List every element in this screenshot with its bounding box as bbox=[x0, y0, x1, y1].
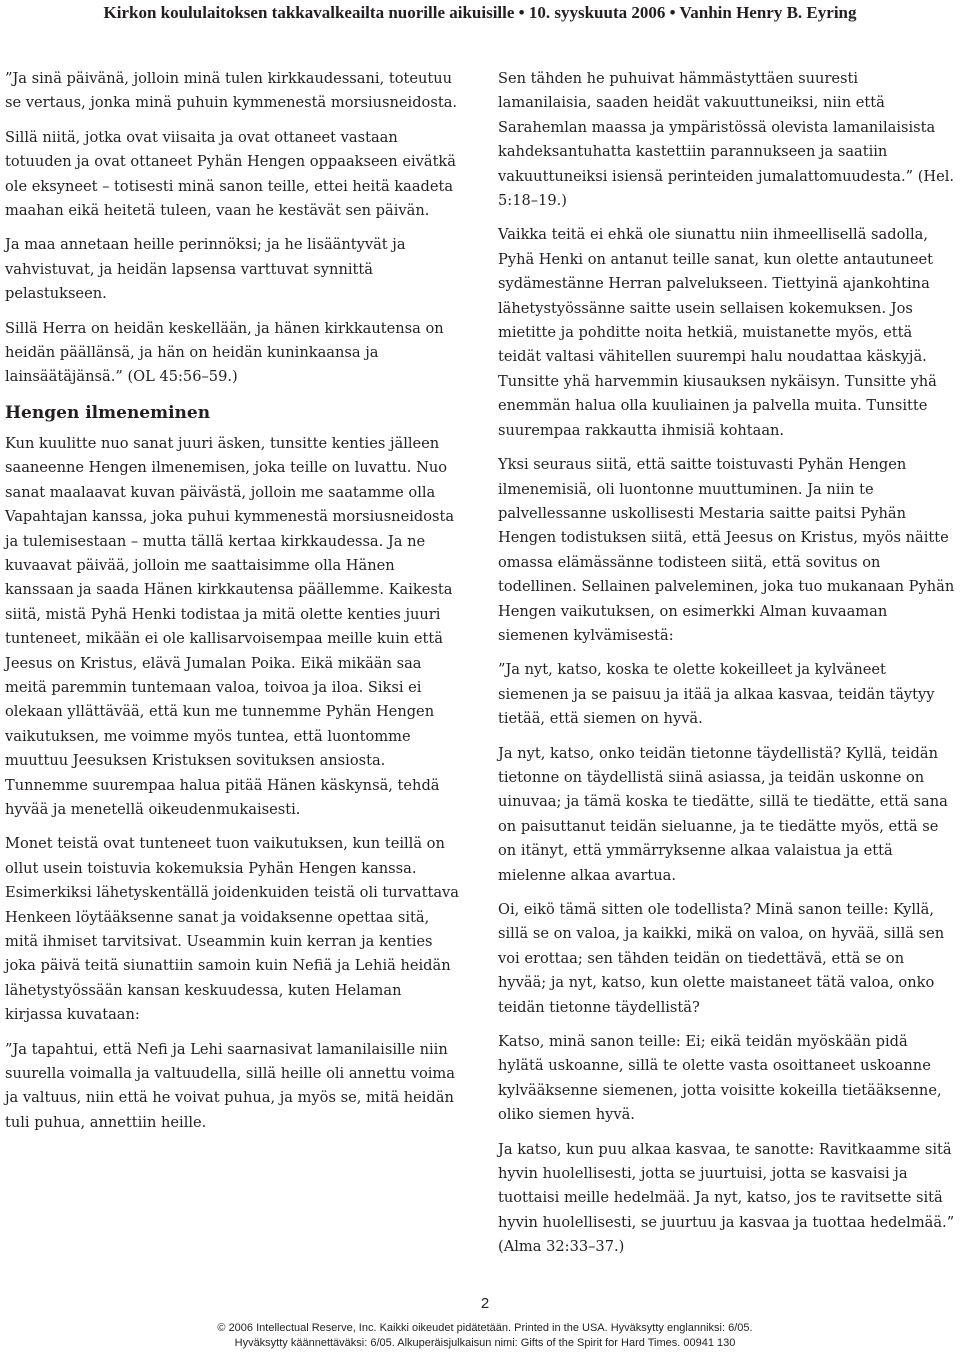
scripture-quote-paragraph: Ja nyt, katso, onko teidän tietonne täydellistä? Kyllä, teidän tietonne on täydellistä siinä asiassa, ja teidän uskonne on uinuvaa; ja tämä koska te tiedätte, sillä te tiedätte, että sana on paisuttanut teidän sieluanne, ja te tiedätte myös, että se on itänyt, että ymmärryksenne alkaa valaistua ja että mielenne alkaa avartua. bbox=[498, 744, 948, 884]
body-paragraph: Monet teistä ovat tunteneet tuon vaikutuksen, kun teillä on ollut usein toistuvia kokemuksia Pyhän Hengen kanssa. Esimerkiksi lähetyskentällä joidenkuiden teistä oli turvattava Henkeen löytääksenne sanat ja voidaksenne opettaa sitä, mitä ihmiset tarvitsivat. Useammin kuin kerran ja kenties joka päivä teitä siunattiin samoin kuin Nefiä ja Lehiä heidän lähetystyössään kansan keskuudessa, kuten Helaman kirjassa kuvataan: bbox=[5, 835, 459, 1024]
section-heading: Hengen ilmeneminen bbox=[5, 402, 211, 423]
scripture-quote-paragraph: Katso, minä sanon teille: Ei; eikä teidän myöskään pidä hylätä uskoanne, sillä te olette vasta osoittaneet uskoanne kylvääksenne siemenen, jotta voisitte kokeilla tietääksenne, oliko siemen hyvä. bbox=[498, 1033, 942, 1124]
scripture-quote-paragraph: Sillä niitä, jotka ovat viisaita ja ovat ottaneet vastaan totuuden ja ovat ottaneet Pyhän Hengen oppaakseen eivätkä ole eksyneet – totisesti minä sanon teille, ettei heitä kaadeta maahan eikä heitetä tuleen, vaan he kestävät sen päivän. bbox=[5, 128, 456, 220]
left-column bbox=[5, 67, 461, 1145]
scripture-quote-paragraph: ”Ja sinä päivänä, jolloin minä tulen kirkkaudessani, toteutuu se vertaus, jonka minä puhuin kymmenestä morsiusneidosta. bbox=[5, 70, 458, 112]
copyright-footer bbox=[160, 1321, 810, 1351]
scripture-quote-paragraph: ”Ja nyt, katso, koska te olette kokeilleet ja kylväneet siemenen ja se paisuu ja itää ja alkaa kasvaa, teidän täytyy tietää, että siemen on hyvä. bbox=[498, 661, 935, 728]
page-number: 2 bbox=[480, 1295, 490, 1312]
scripture-quote-paragraph: Sen tähden he puhuivat hämmästyttäen suuresti lamanilaisia, saaden heidät vakuuttuneiksi, niin että Sarahemlan maassa ja ympäristössä olevista lamanilaisista kahdeksantuhatta kastettiin parannukseen ja saatiin vakuuttuneiksi isiensä perinteiden jumalattomuudesta.” (Hel. 5:18–19.) bbox=[498, 70, 955, 210]
body-paragraph: Vaikka teitä ei ehkä ole siunattu niin ihmeellisellä sadolla, Pyhä Henki on antanut teille sanat, kun olette antautuneet sydämestänne Herran palvelukseen. Tiettyinä ajankohtina lähetystyössänne saitte usein sellaisen kokemuksen. Jos mietitte ja pohditte noita hetkiä, muistanette myös, että teidät valtasi vähitellen suurempi halu noudattaa käskyjä. Tunsitte yhä harvemmin kiusauksen nykäisyn. Tunsitte yhä enemmän halua olla kuuliainen ja palvella muita. Tunsitte suurempaa rakkautta ihmisiä kohtaan. bbox=[498, 226, 937, 439]
running-header: Kirkon koululaitoksen takkavalkeailta nuorille aikuisille • 10. syyskuuta 2006 • Vanhin Henry B. Eyring bbox=[103, 3, 857, 22]
scripture-quote-paragraph: ”Ja tapahtui, että Nefi ja Lehi saarnasivat lamanilaisille niin suurella voimalla ja valtuudella, sillä heille oli annettu voima ja valtuus, niin että he voivat puhua, ja myös se, mitä heidän tuli puhua, annettiin heille. bbox=[5, 1040, 455, 1131]
scripture-quote-paragraph: Oi, eikö tämä sitten ole todellista? Minä sanon teille: Kyllä, sillä se on valoa, ja kaikki, mikä on valoa, on hyvää, sillä sen voi erottaa; sen tähden teidän on tiedettävä, että se on hyvää; ja nyt, katso, kun olette maistaneet tätä valoa, onko teidän tietonne täydellistä? bbox=[498, 901, 945, 1016]
footer-line: Hyväksytty käännettäväksi: 6/05. Alkuperäisjulkaisun nimi: Gifts of the Spirit for Hard Times. 00941 130 bbox=[234, 1337, 736, 1349]
footer-line: © 2006 Intellectual Reserve, Inc. Kaikki oikeudet pidätetään. Printed in the USA. Hyväksytty englanniksi: 6/05. bbox=[217, 1322, 753, 1334]
body-paragraph: Kun kuulitte nuo sanat juuri äsken, tunsitte kenties jälleen saaneenne Hengen ilmenemisen, joka teille on luvattu. Nuo sanat maalaavat kuvan päivästä, jolloin me saatamme olla Vapahtajan kanssa, joka puhui kymmenestä morsiusneidosta ja tulemisestaan – mutta tällä kertaa kirkkaudessa. Ja ne kuvaavat päivää, jolloin me saattaisimme olla Hänen kanssaan ja saada Hänen kirkkautensa päällemme. Kaikesta siitä, mistä Pyhä Henki todistaa ja mitä olette kenties juuri tunteneet, mikään ei ole kallisarvoisempaa meille kuin että Jeesus on Kristus, elävä Jumalan Poika. Eikä mikään saa meitä paremmin tuntemaan valoa, toivoa ja iloa. Siksi ei olekaan yllättävää, että kun me tunnemme Pyhän Hengen vaikutuksen, me voimme myös tuntea, että luontomme muuttuu Jeesuksen Kristuksen sovituksen ansiosta. Tunnemme suurempaa halua pitää Hänen käskynsä, tehdä hyvää ja menetellä oikeudenmukaisesti. bbox=[5, 434, 455, 818]
scripture-quote-paragraph: Ja maa annetaan heille perinnöksi; ja he lisääntyvät ja vahvistuvat, ja heidän lapsensa varttuvat synnittä pelastukseen. bbox=[5, 236, 406, 303]
right-column bbox=[498, 67, 956, 1270]
scripture-quote-paragraph: Sillä Herra on heidän keskellään, ja hänen kirkkautensa on heidän päällänsä, ja hän on heidän kuninkaansa ja lainsäätäjänsä.” (OL 45:56–59.) bbox=[5, 319, 444, 386]
scripture-quote-paragraph: Ja katso, kun puu alkaa kasvaa, te sanotte: Ravitkaamme sitä hyvin huolellisesti, jotta se juurtuisi, jotta se kasvaisi ja tuottaisi meille hedelmää. Ja nyt, katso, jos te ravitsette sitä hyvin huolellisesti, se juurtuu ja kasvaa ja tuottaa hedelmää.” (Alma 32:33–37.) bbox=[498, 1140, 955, 1256]
body-paragraph: Yksi seuraus siitä, että saitte toistuvasti Pyhän Hengen ilmenemisiä, oli luontonne muuttuminen. Ja niin te palvellessanne uskollisesti Mestaria saitte paitsi Pyhän Hengen todistuksen siitä, että Jeesus on Kristus, myös näitte omassa elämässänne todisteen siitä, että sovitus on todellinen. Sellainen palveleminen, joka tuo mukanaan Pyhän Hengen vaikutuksen, on esimerkki Alman kuvaaman siemenen kylvämisestä: bbox=[498, 456, 955, 644]
